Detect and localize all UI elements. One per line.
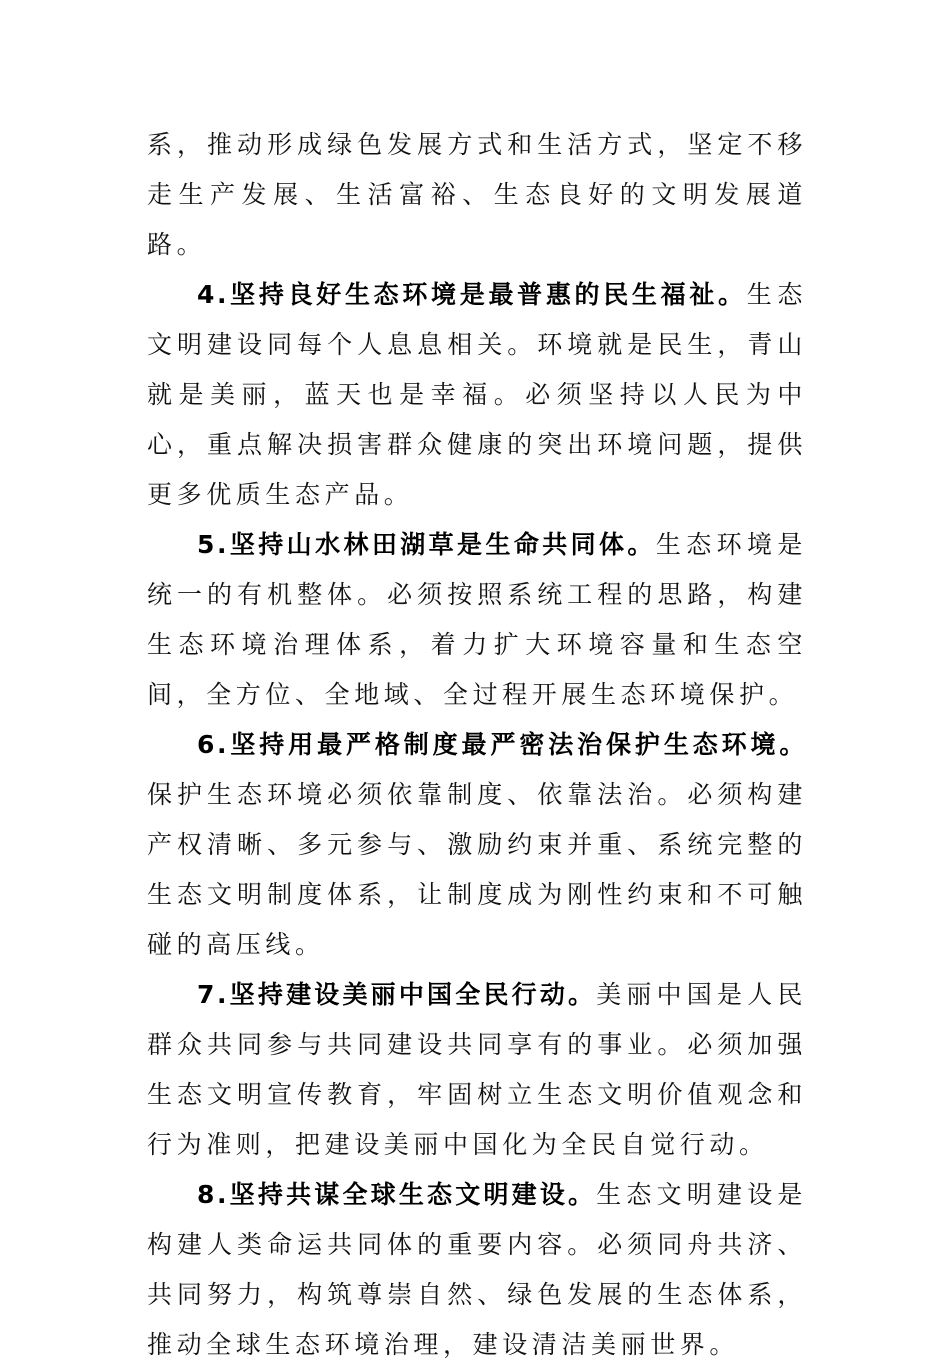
paragraph-lead: 8.坚持共谋全球生态文明建设。 [197,1180,597,1209]
paragraph-lead: 7.坚持建设美丽中国全民行动。 [197,980,597,1009]
paragraph-point-7 [147,970,807,1170]
paragraph-lead: 4.坚持良好生态环境是最普惠的民生福祉。 [197,280,747,309]
paragraph-lead: 6.坚持用最严格制度最严密法治保护生态环境。 [197,730,807,759]
paragraph-continuation [147,120,807,270]
paragraph-lead: 5.坚持山水林田湖草是生命共同体。 [197,530,656,559]
paragraph-text: 生态文明建设同每个人息息相关。环境就是民生，青山就是美丽，蓝天也是幸福。必须坚持以人民为中心，重点解决损害群众健康的突出环境问题，提供更多优质生态产品。 [147,280,807,509]
paragraph-text: 保护生态环境必须依靠制度、依靠法治。必须构建产权清晰、多元参与、激励约束并重、系统完整的生态文明制度体系，让制度成为刚性约束和不可触碰的高压线。 [147,780,807,959]
paragraph-point-6 [147,720,807,970]
paragraph-point-4 [147,270,807,520]
paragraph-text: 系，推动形成绿色发展方式和生活方式，坚定不移走生产发展、生活富裕、生态良好的文明发展道路。 [147,130,807,259]
paragraph-text: 美丽中国是人民群众共同参与共同建设共同享有的事业。必须加强生态文明宣传教育，牢固树立生态文明价值观念和行为准则，把建设美丽中国化为全民自觉行动。 [147,980,807,1159]
document-page [147,120,807,1370]
paragraph-point-8 [147,1170,807,1370]
paragraph-text: 生态环境是统一的有机整体。必须按照系统工程的思路，构建生态环境治理体系，着力扩大环境容量和生态空间，全方位、全地域、全过程开展生态环境保护。 [147,530,807,709]
paragraph-point-5 [147,520,807,720]
paragraph-text: 生态文明建设是构建人类命运共同体的重要内容。必须同舟共济、共同努力，构筑尊崇自然、绿色发展的生态体系，推动全球生态环境治理，建设清洁美丽世界。 [147,1180,807,1359]
